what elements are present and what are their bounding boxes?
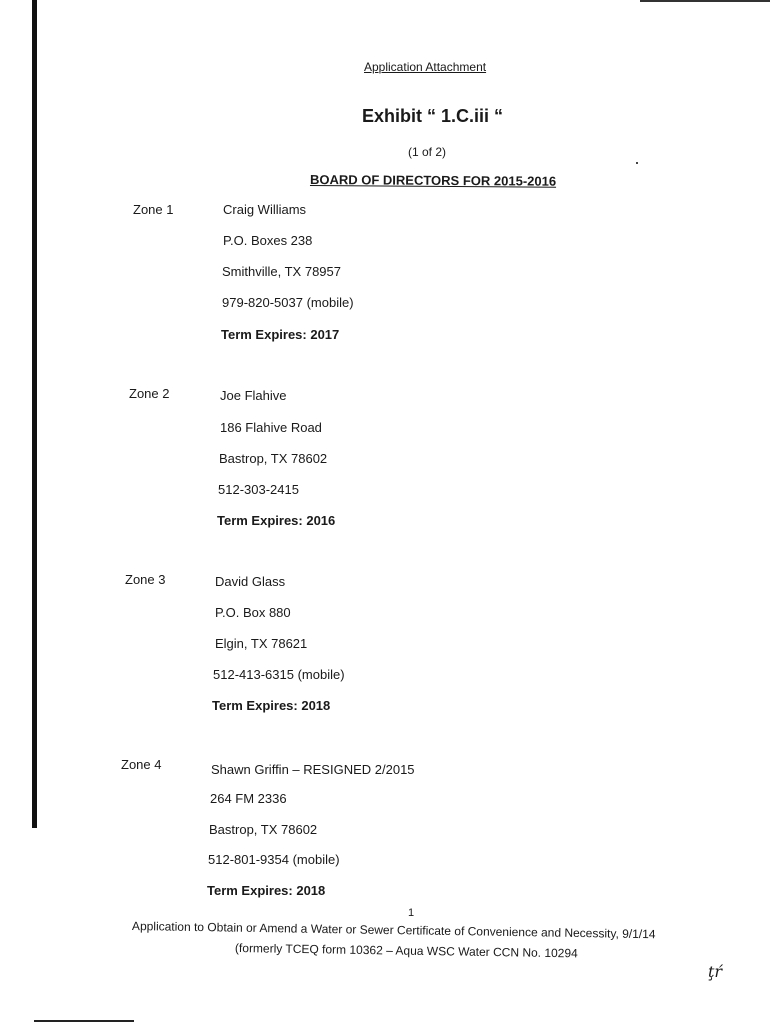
address-line-2: Bastrop, TX 78602 — [219, 451, 328, 466]
footer-line-2: (formerly TCEQ form 10362 – Aqua WSC Water CCN No. 10294 — [234, 941, 578, 961]
zone-label: Zone 3 — [125, 572, 166, 587]
page-count: (1 of 2) — [408, 145, 447, 159]
scan-mark — [33, 814, 35, 824]
page-number: 1 — [408, 907, 415, 919]
zone-label: Zone 1 — [133, 202, 174, 217]
director-name: David Glass — [215, 574, 286, 589]
address-line-1: P.O. Box 880 — [215, 605, 291, 620]
term-expires: Term Expires: 2018 — [207, 883, 326, 898]
phone-number: 512-303-2415 — [218, 482, 299, 497]
term-expires: Term Expires: 2018 — [212, 698, 331, 713]
term-expires: Term Expires: 2016 — [217, 513, 336, 528]
phone-number: 512-413-6315 (mobile) — [213, 667, 345, 682]
director-name: Joe Flahive — [220, 388, 287, 403]
zone-2-block — [129, 386, 609, 526]
address-line-1: P.O. Boxes 238 — [223, 233, 313, 248]
address-line-1: 264 FM 2336 — [210, 791, 287, 806]
scan-left-border — [32, 0, 37, 828]
term-expires: Term Expires: 2017 — [221, 327, 340, 342]
zone-3-block — [125, 572, 605, 712]
scan-speck — [636, 162, 638, 164]
address-line-2: Smithville, TX 78957 — [222, 264, 341, 279]
zone-1-block — [133, 202, 613, 342]
handwritten-initials: ţŕ — [708, 962, 723, 981]
zone-label: Zone 2 — [129, 386, 170, 401]
director-name: Craig Williams — [223, 202, 307, 217]
application-attachment-label: Application Attachment — [364, 60, 487, 74]
scan-bottom-line — [34, 1020, 134, 1022]
phone-number: 979-820-5037 (mobile) — [222, 295, 354, 310]
address-line-1: 186 Flahive Road — [220, 420, 322, 435]
zone-label: Zone 4 — [121, 757, 162, 772]
board-title: BOARD OF DIRECTORS FOR 2015-2016 — [309, 172, 557, 189]
director-name: Shawn Griffin – RESIGNED 2/2015 — [211, 762, 415, 777]
address-line-2: Bastrop, TX 78602 — [209, 822, 318, 837]
scan-top-line — [640, 0, 770, 2]
exhibit-title: Exhibit “ 1.C.iii “ — [362, 106, 504, 126]
footer-line-1: Application to Obtain or Amend a Water or Sewer Certificate of Convenience and Necessity, 9/1/14 — [131, 919, 656, 942]
zone-4-block — [121, 757, 601, 897]
address-line-2: Elgin, TX 78621 — [215, 636, 308, 651]
phone-number: 512-801-9354 (mobile) — [208, 852, 340, 867]
